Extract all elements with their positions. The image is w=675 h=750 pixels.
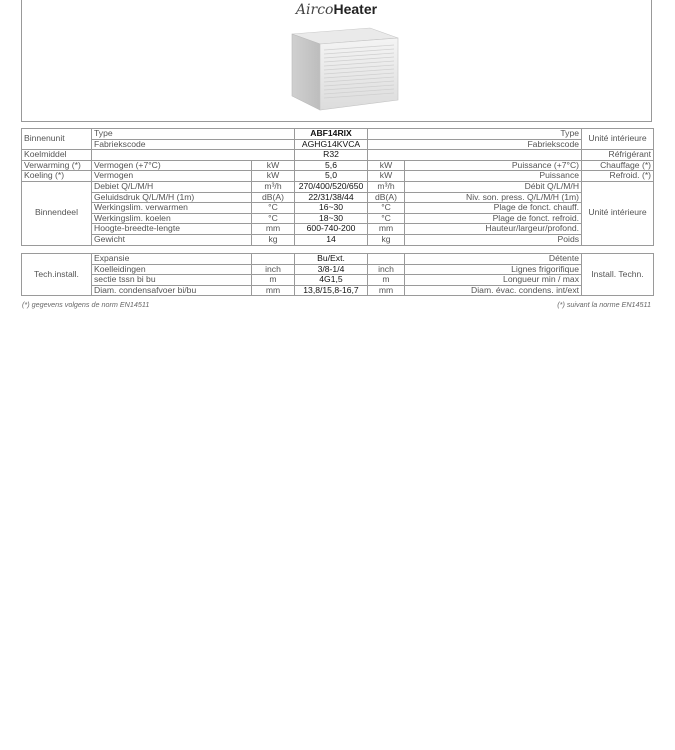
param-value: Bu/Ext. [295, 254, 368, 265]
heating-capacity-value: 5,6 [295, 160, 368, 171]
unit-right: m [368, 275, 405, 286]
param-label-fr: Longueur min / max [405, 275, 582, 286]
row-label-refrigerant: Réfrigérant [582, 150, 654, 161]
table-row [22, 192, 654, 203]
empty-cell [368, 150, 582, 161]
table-row [22, 150, 654, 161]
unit-left: mm [252, 285, 295, 296]
param-value: 16~30 [295, 203, 368, 214]
unit-right [368, 254, 405, 265]
table-row [22, 139, 654, 150]
unit-right: °C [368, 213, 405, 224]
param-value: 18~30 [295, 213, 368, 224]
row-label-koeling: Koeling (*) [22, 171, 92, 182]
unit-left: kW [252, 160, 295, 171]
footnote-nl: (*) gegevens volgens de norm EN14511 [22, 300, 150, 309]
unit-left [252, 254, 295, 265]
param-value: 13,8/15,8-16,7 [295, 285, 368, 296]
table-row [22, 129, 654, 140]
group-label-unite-interieure-2: Unité intérieure [582, 181, 654, 245]
param-label-fr: Puissance (+7°C) [405, 160, 582, 171]
param-label: sectie tssn bi bu [92, 275, 252, 286]
param-label-fr: Puissance [405, 171, 582, 182]
table-row [22, 254, 654, 265]
table-row [22, 224, 654, 235]
row-label-fabriekscode-fr: Fabriekscode [368, 139, 582, 150]
param-label: Debiet Q/L/M/H [92, 181, 252, 192]
unit-right: kW [368, 171, 405, 182]
param-value: 3/8-1/4 [295, 264, 368, 275]
param-value: 270/400/520/650 [295, 181, 368, 192]
row-label-fabriekscode: Fabriekscode [92, 139, 295, 150]
param-value: 14 [295, 234, 368, 245]
param-label-fr: Débit Q/L/M/H [405, 181, 582, 192]
row-label-koelmiddel: Koelmiddel [22, 150, 92, 161]
param-label: Gewicht [92, 234, 252, 245]
param-value: 600-740-200 [295, 224, 368, 235]
unit-left: kg [252, 234, 295, 245]
table-row [22, 160, 654, 171]
spec-table-main [21, 128, 654, 246]
footnote-fr: (*) suivant la norme EN14511 [557, 300, 651, 309]
brand-logo [22, 1, 651, 18]
param-label: Diam. condensafvoer bi/bu [92, 285, 252, 296]
group-label-tech-install: Tech.install. [22, 254, 92, 296]
unit-right: m³/h [368, 181, 405, 192]
unit-left: inch [252, 264, 295, 275]
row-label-chauffage: Chauffage (*) [582, 160, 654, 171]
floor-console-unit-image [286, 26, 402, 112]
param-label-fr: Plage de fonct. refroid. [405, 213, 582, 224]
unit-left: mm [252, 224, 295, 235]
param-label-fr: Diam. évac. condens. int/ext [405, 285, 582, 296]
table-row [22, 213, 654, 224]
param-label-fr: Détente [405, 254, 582, 265]
model-value: ABF14RIX [295, 129, 368, 140]
empty-cell [92, 150, 295, 161]
table-row [22, 234, 654, 245]
unit-right: kg [368, 234, 405, 245]
param-label: Werkingslim. koelen [92, 213, 252, 224]
table-row [22, 275, 654, 286]
row-label-verwarming: Verwarming (*) [22, 160, 92, 171]
group-label-binnendeel: Binnendeel [22, 181, 92, 245]
param-label-fr: Hauteur/largeur/profond. [405, 224, 582, 235]
spec-table-installation [21, 253, 654, 296]
row-label-type-fr: Type [368, 129, 582, 140]
param-value: 4G1,5 [295, 275, 368, 286]
unit-right: °C [368, 203, 405, 214]
unit-right: kW [368, 160, 405, 171]
group-label-install-techn: Install. Techn. [582, 254, 654, 296]
param-label: Geluidsdruk Q/L/M/H (1m) [92, 192, 252, 203]
unit-left: m [252, 275, 295, 286]
unit-right: inch [368, 264, 405, 275]
table-row [22, 264, 654, 275]
param-label-fr: Lignes frigorifique [405, 264, 582, 275]
table-row [22, 171, 654, 182]
param-label: Expansie [92, 254, 252, 265]
param-label-fr: Plage de fonct. chauff. [405, 203, 582, 214]
group-label-binnenunit: Binnenunit [22, 129, 92, 150]
unit-left: °C [252, 213, 295, 224]
row-label-type: Type [92, 129, 295, 140]
param-value: 22/31/38/44 [295, 192, 368, 203]
param-label: Koelleidingen [92, 264, 252, 275]
param-label-fr: Niv. son. press. Q/L/M/H (1m) [405, 192, 582, 203]
unit-right: dB(A) [368, 192, 405, 203]
brand-logo-part2: Heater [333, 1, 378, 17]
param-label: Hoogte-breedte-lengte [92, 224, 252, 235]
unit-left: m³/h [252, 181, 295, 192]
factory-code-value: AGHG14KVCA [295, 139, 368, 150]
cooling-capacity-value: 5,0 [295, 171, 368, 182]
unit-right: mm [368, 285, 405, 296]
table-row [22, 181, 654, 192]
brand-logo-part1: Airco [295, 2, 334, 18]
unit-left: °C [252, 203, 295, 214]
table-row [22, 203, 654, 214]
param-label: Vermogen [92, 171, 252, 182]
unit-right: mm [368, 224, 405, 235]
param-label: Werkingslim. verwarmen [92, 203, 252, 214]
group-label-unite-interieure: Unité intérieure [582, 129, 654, 150]
table-row [22, 285, 654, 296]
product-header [21, 0, 652, 122]
unit-left: dB(A) [252, 192, 295, 203]
param-label: Vermogen (+7°C) [92, 160, 252, 171]
param-label-fr: Poids [405, 234, 582, 245]
row-label-refroid: Refroid. (*) [582, 171, 654, 182]
refrigerant-value: R32 [295, 150, 368, 161]
unit-left: kW [252, 171, 295, 182]
